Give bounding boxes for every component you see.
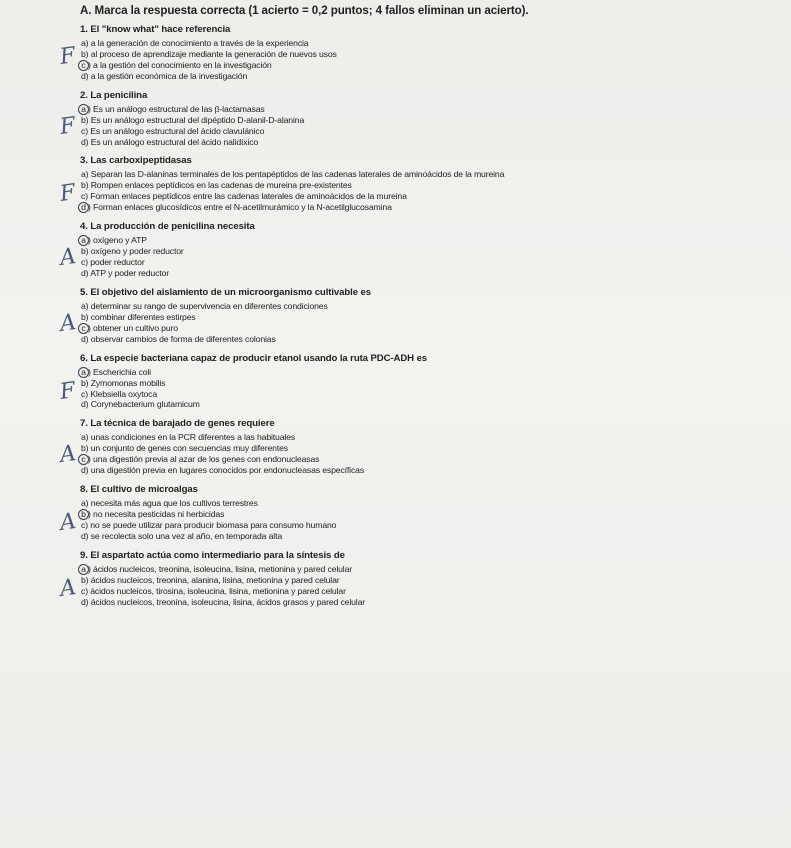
question-title: 7. La técnica de barajado de genes requiere: [80, 418, 275, 430]
circled-answer-mark: c: [78, 60, 89, 71]
answer-option[interactable]: b) Es un análogo estructural del dipéptido D-alanil-D-alanina: [81, 114, 305, 125]
question-title: 2. La penicilina: [80, 89, 148, 101]
option-list: [58, 366, 770, 411]
circled-answer-mark: a: [78, 235, 89, 246]
answer-option[interactable]: [80, 202, 770, 213]
option-list: [58, 103, 770, 148]
question-list: [58, 23, 770, 607]
option-text: ) a la gestión del conocimiento en la investigación: [88, 59, 272, 70]
option-text: ) ácidos nucleicos, treonina, isoleucina, lisina, metionina y pared celular: [88, 563, 353, 574]
answer-option[interactable]: c) no se puede utilizar para producir biomasa para consumo humano: [81, 519, 337, 530]
answer-option[interactable]: [80, 509, 770, 520]
answer-option[interactable]: b) combinar diferentes estirpes: [81, 311, 196, 322]
answer-option[interactable]: d) a la gestión económica de la investigación: [81, 70, 248, 81]
question-4: [58, 220, 770, 279]
answer-option[interactable]: [80, 323, 770, 334]
answer-option[interactable]: c) Es un análogo estructural del ácido clavulánico: [81, 125, 265, 136]
option-text: ) oxígeno y ATP: [88, 235, 147, 246]
answer-option[interactable]: b) oxígeno y poder reductor: [81, 246, 184, 257]
exam-sheet: [58, 4, 770, 614]
question-title: 5. El objetivo del aislamiento de un microorganismo cultivable es: [80, 286, 371, 298]
option-text: ) Forman enlaces glucosídicos entre el N-acetilmurámico y la N-acetilglucosamina: [88, 202, 392, 213]
question-title: 1. El "know what" hace referencia: [80, 24, 231, 35]
answer-option[interactable]: a) Separan las D-alaninas terminales de los pentapéptidos de las cadenas laterales de aminoácidos de la mureina: [81, 169, 505, 180]
question-title: 6. La especie bacteriana capaz de producir etanol usando la ruta PDC-ADH es: [80, 352, 428, 364]
option-text: ) Es un análogo estructural de las β-lactamasas: [88, 103, 265, 114]
answer-option[interactable]: c) ácidos nucleicos, tirosina, isoleucina, lisina, metionina y pared celular: [81, 585, 346, 596]
answer-option[interactable]: a) necesita más agua que los cultivos terrestres: [81, 498, 258, 509]
question-2: [58, 89, 770, 148]
handwritten-grade: F: [58, 377, 77, 405]
circled-answer-mark: c: [78, 454, 89, 465]
question-3: [58, 154, 770, 213]
answer-option[interactable]: d) Corynebacterium glutamicum: [81, 399, 200, 410]
answer-option[interactable]: d) una digestión previa en lugares conocidos por endonucleasas específicas: [81, 465, 365, 476]
question-title: 8. El cultivo de microalgas: [80, 484, 198, 496]
exam-header: A. Marca la respuesta correcta (1 acierto = 0,2 puntos; 4 fallos eliminan un acierto).: [80, 4, 529, 17]
answer-option[interactable]: a) a la generación de conocimiento a través de la experiencia: [81, 38, 309, 48]
option-list: [58, 38, 770, 82]
handwritten-grade: A: [58, 441, 78, 469]
question-8: [58, 483, 770, 542]
answer-option[interactable]: d) Es un análogo estructural del ácido nalidíxico: [81, 136, 259, 147]
circled-answer-mark: a: [78, 367, 89, 378]
answer-option[interactable]: c) poder reductor: [81, 257, 145, 268]
answer-option[interactable]: [80, 564, 770, 575]
answer-option[interactable]: b) un conjunto de genes con secuencias muy diferentes: [81, 443, 288, 454]
answer-option[interactable]: [80, 454, 770, 465]
option-text: ) no necesita pesticidas ni herbicidas: [88, 508, 225, 519]
option-text: ) una digestión previa al azar de los genes con endonucleasas: [88, 454, 320, 465]
answer-option[interactable]: [80, 367, 770, 378]
answer-option[interactable]: d) se recolecta solo una vez al año, en temporada alta: [81, 530, 283, 541]
option-list: [58, 498, 770, 542]
answer-option[interactable]: [80, 104, 770, 115]
circled-answer-mark: c: [78, 323, 89, 334]
handwritten-grade: F: [58, 112, 77, 140]
question-9: [58, 549, 770, 608]
answer-option[interactable]: b) Rompen enlaces peptídicos en las cadenas de mureina pre-existentes: [81, 180, 352, 191]
circled-answer-mark: b: [78, 509, 89, 520]
answer-option[interactable]: d) ácidos nucleicos, treonina, isoleucina, lisina, ácidos grasos y pared celular: [81, 596, 366, 607]
circled-answer-mark: a: [78, 564, 89, 575]
answer-option[interactable]: a) determinar su rango de supervivencia en diferentes condiciones: [81, 300, 328, 311]
answer-option[interactable]: a) unas condiciones en la PCR diferentes a las habituales: [81, 432, 296, 443]
answer-option[interactable]: [80, 235, 770, 246]
handwritten-grade: F: [58, 180, 77, 208]
handwritten-grade: A: [58, 309, 78, 337]
handwritten-grade: F: [58, 43, 77, 70]
option-text: ) obtener un cultivo puro: [88, 322, 178, 333]
question-6: [58, 352, 770, 411]
question-1: [58, 23, 770, 82]
answer-option[interactable]: c) Forman enlaces peptídicos entre las cadenas laterales de aminoácidos de la mureina: [81, 191, 407, 202]
question-title: 9. El aspartato actúa como intermediario para la síntesis de: [80, 549, 345, 561]
option-list: [58, 300, 770, 345]
circled-answer-mark: a: [78, 104, 89, 115]
handwritten-grade: A: [58, 574, 78, 602]
answer-option[interactable]: c) Klebsiella oxytoca: [81, 388, 158, 399]
circled-answer-mark: d: [78, 202, 89, 213]
option-list: [58, 563, 770, 608]
answer-option[interactable]: b) al proceso de aprendizaje mediante la generación de nuevos usos: [81, 48, 337, 59]
answer-option[interactable]: [80, 60, 770, 71]
question-7: [58, 417, 770, 476]
question-title: 4. La producción de penicilina necesita: [80, 221, 255, 233]
question-title: 3. Las carboxipeptidasas: [80, 155, 192, 167]
handwritten-grade: A: [58, 244, 78, 272]
answer-option[interactable]: b) ácidos nucleicos, treonina, alanina, lisina, metionina y pared celular: [81, 574, 340, 585]
question-5: [58, 286, 770, 345]
option-list: [58, 235, 770, 279]
answer-option[interactable]: d) ATP y poder reductor: [81, 267, 169, 278]
answer-option[interactable]: b) Zymomonas mobilis: [81, 377, 166, 388]
option-list: [58, 169, 770, 213]
option-text: ) Escherichia coli: [88, 366, 151, 377]
option-list: [58, 432, 770, 476]
answer-option[interactable]: d) observar cambios de forma de diferentes colonias: [81, 333, 276, 344]
handwritten-grade: A: [58, 509, 78, 537]
